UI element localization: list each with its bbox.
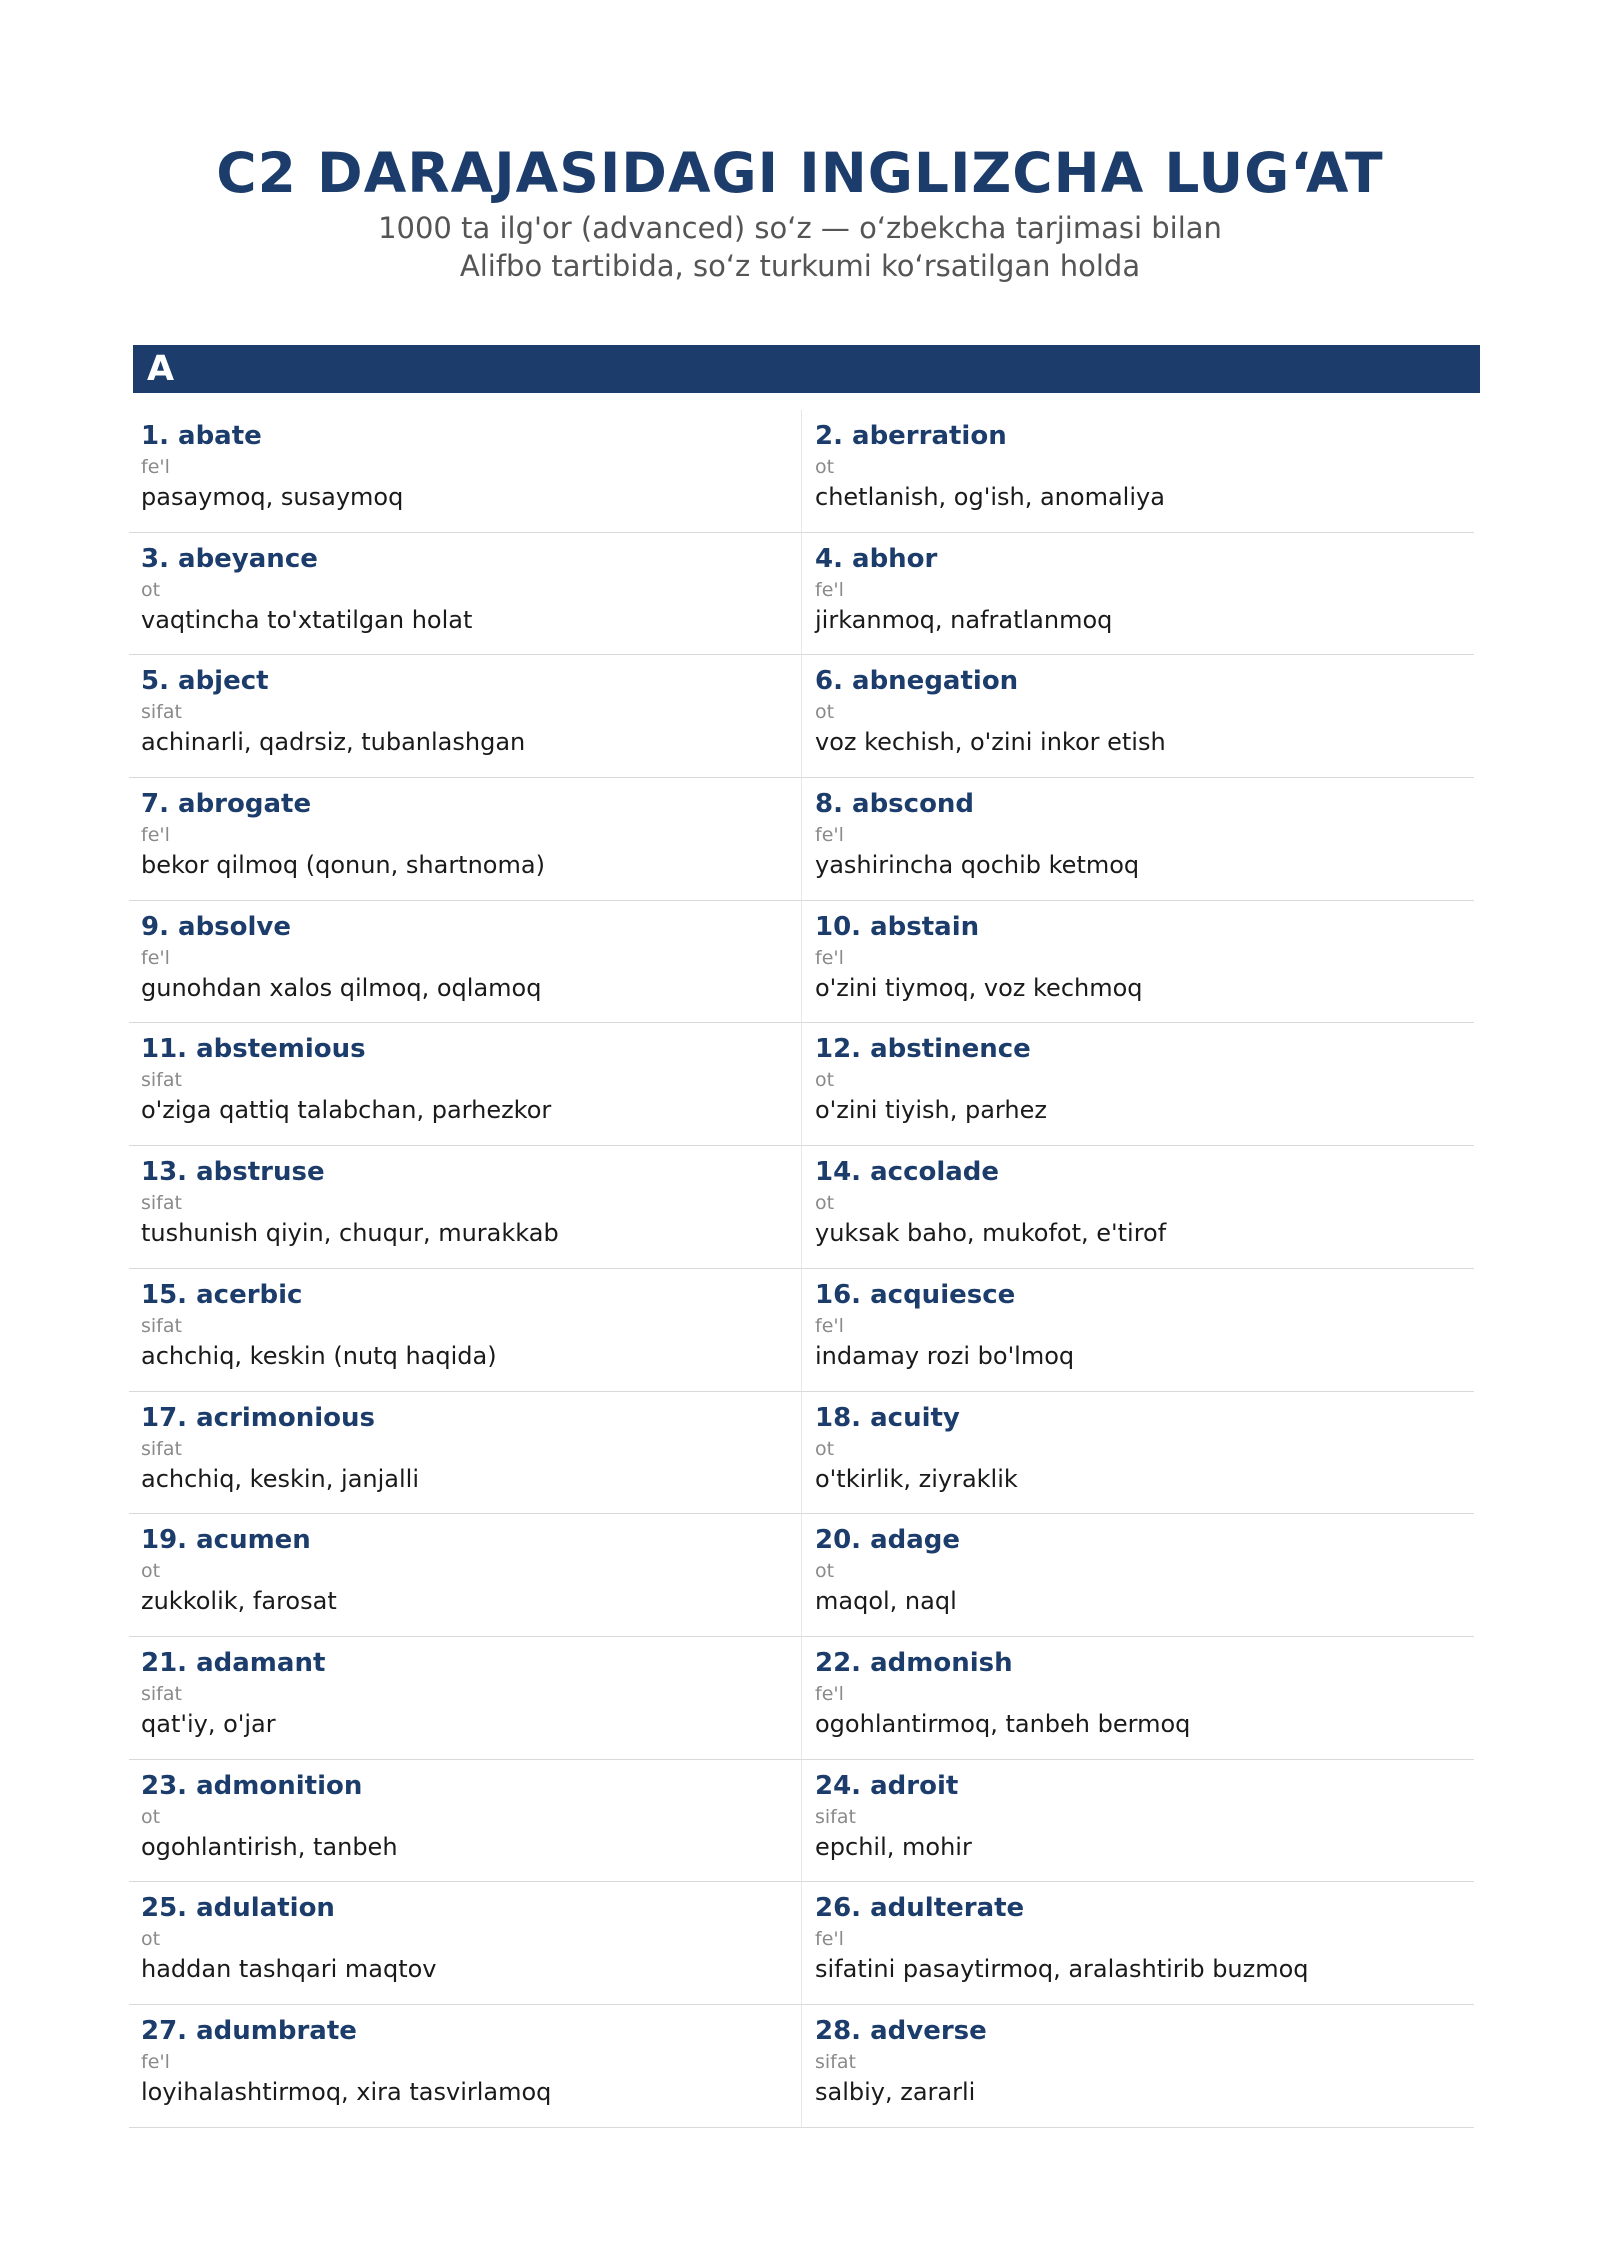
entry-part-of-speech: fe'l xyxy=(141,456,170,478)
page-title: C2 DARAJASIDAGI INGLIZCHA LUG‘AT xyxy=(216,141,1384,205)
entry-translation: ogohlantirish, tanbeh xyxy=(141,1832,398,1861)
entry-part-of-speech: fe'l xyxy=(141,946,170,969)
entry-part-of-speech: ot xyxy=(815,701,835,724)
entry-translation: voz kechish, o'zini inkor etish xyxy=(815,728,1166,757)
entry-term: 13. abstruse xyxy=(141,1157,325,1188)
vocab-entry xyxy=(129,1637,801,1760)
vocab-entry xyxy=(129,533,801,656)
entry-translation: vaqtincha to'xtatilgan holat xyxy=(141,605,473,634)
vocab-entry xyxy=(801,1023,1474,1146)
vocabulary-grid xyxy=(129,410,1474,2128)
entry-part-of-speech: ot xyxy=(815,456,835,478)
vocab-entry xyxy=(801,2005,1474,2128)
vocab-entry xyxy=(801,1514,1474,1637)
entry-term: 8. abscond xyxy=(815,789,975,820)
entry-part-of-speech: sifat xyxy=(815,1805,856,1828)
entry-translation: pasaymoq, susaymoq xyxy=(141,483,404,511)
vocab-entry xyxy=(801,533,1474,656)
entry-part-of-speech: ot xyxy=(815,1560,835,1583)
entry-translation: sifatini pasaytirmoq, aralashtirib buzmoq xyxy=(815,1955,1309,1984)
entry-translation: o'zini tiyish, parhez xyxy=(815,1096,1047,1125)
entry-term: 11. abstemious xyxy=(141,1034,366,1065)
entry-term: 4. abhor xyxy=(815,543,938,574)
entry-part-of-speech: fe'l xyxy=(815,946,844,969)
entry-term: 28. adverse xyxy=(815,2015,987,2046)
vocab-entry xyxy=(801,778,1474,901)
entry-part-of-speech: sifat xyxy=(141,1069,182,1092)
entry-term: 15. acerbic xyxy=(141,1279,303,1310)
vocab-entry xyxy=(801,1882,1474,2005)
entry-translation: maqol, naql xyxy=(815,1587,957,1616)
entry-term: 25. adulation xyxy=(141,1893,335,1924)
entry-translation: epchil, mohir xyxy=(815,1832,972,1861)
entry-term: 7. abrogate xyxy=(141,789,312,820)
entry-term: 21. adamant xyxy=(141,1647,326,1678)
entry-translation: qat'iy, o'jar xyxy=(141,1709,276,1738)
vocab-entry xyxy=(801,410,1474,533)
section-header-letter: A xyxy=(133,345,1480,393)
entry-part-of-speech: ot xyxy=(815,1437,835,1460)
entry-translation: o'zini tiymoq, voz kechmoq xyxy=(815,973,1143,1002)
entry-term: 14. accolade xyxy=(815,1157,1000,1188)
entry-translation: achinarli, qadrsiz, tubanlashgan xyxy=(141,728,526,757)
entry-part-of-speech: fe'l xyxy=(815,1928,844,1951)
entry-translation: o'ziga qattiq talabchan, parhezkor xyxy=(141,1096,552,1125)
entry-term: 6. abnegation xyxy=(815,666,1019,697)
entry-translation: gunohdan xalos qilmoq, oqlamoq xyxy=(141,973,542,1002)
entry-translation: yuksak baho, mukofot, e'tirof xyxy=(815,1219,1167,1248)
entry-translation: achchiq, keskin, janjalli xyxy=(141,1464,419,1493)
entry-term: 22. admonish xyxy=(815,1647,1013,1678)
vocab-entry xyxy=(801,655,1474,778)
entry-part-of-speech: ot xyxy=(815,1069,835,1092)
entry-part-of-speech: fe'l xyxy=(815,1314,844,1337)
entry-translation: ogohlantirmoq, tanbeh bermoq xyxy=(815,1709,1191,1738)
entry-part-of-speech: sifat xyxy=(141,1682,182,1705)
vocab-entry xyxy=(801,1760,1474,1883)
entry-term: 16. acquiesce xyxy=(815,1279,1016,1310)
entry-term: 18. acuity xyxy=(815,1402,960,1433)
entry-part-of-speech: sifat xyxy=(141,1437,182,1460)
entry-term: 3. abeyance xyxy=(141,543,318,574)
entry-part-of-speech: sifat xyxy=(141,1314,182,1337)
entry-part-of-speech: fe'l xyxy=(141,2050,170,2073)
entry-part-of-speech: sifat xyxy=(141,701,182,724)
vocab-entry xyxy=(129,2005,801,2128)
entry-part-of-speech: fe'l xyxy=(141,824,170,847)
vocab-entry xyxy=(801,901,1474,1024)
entry-term: 9. absolve xyxy=(141,911,292,942)
vocab-entry xyxy=(129,1269,801,1392)
entry-part-of-speech: sifat xyxy=(815,2050,856,2073)
entry-translation: haddan tashqari maqtov xyxy=(141,1955,437,1984)
page-subtitle-secondary: Alifbo tartibida, so‘z turkumi ko‘rsatilgan holda xyxy=(459,249,1141,283)
vocab-entry xyxy=(801,1269,1474,1392)
vocab-entry xyxy=(801,1146,1474,1269)
vocab-entry xyxy=(129,1392,801,1515)
entry-part-of-speech: ot xyxy=(141,1928,161,1951)
entry-translation: salbiy, zararli xyxy=(815,2077,976,2106)
entry-part-of-speech: fe'l xyxy=(815,1682,844,1705)
vocab-entry xyxy=(129,655,801,778)
vocab-entry xyxy=(129,1514,801,1637)
entry-translation: chetlanish, og'ish, anomaliya xyxy=(815,483,1165,511)
entry-translation: o'tkirlik, ziyraklik xyxy=(815,1464,1018,1493)
entry-term: 2. aberration xyxy=(815,421,1007,451)
entry-term: 1. abate xyxy=(141,421,262,451)
vocab-entry xyxy=(801,1637,1474,1760)
entry-term: 17. acrimonious xyxy=(141,1402,376,1433)
entry-part-of-speech: fe'l xyxy=(815,578,844,601)
entry-translation: zukkolik, farosat xyxy=(141,1587,337,1616)
entry-part-of-speech: fe'l xyxy=(815,824,844,847)
entry-translation: jirkanmoq, nafratlanmoq xyxy=(815,605,1113,634)
vocab-entry xyxy=(129,410,801,533)
entry-term: 26. adulterate xyxy=(815,1893,1025,1924)
entry-translation: indamay rozi bo'lmoq xyxy=(815,1341,1075,1370)
entry-translation: loyihalashtirmoq, xira tasvirlamoq xyxy=(141,2077,552,2106)
vocab-entry xyxy=(801,1392,1474,1515)
entry-translation: tushunish qiyin, chuqur, murakkab xyxy=(141,1219,559,1248)
entry-term: 23. admonition xyxy=(141,1770,363,1801)
entry-term: 5. abject xyxy=(141,666,269,697)
entry-part-of-speech: sifat xyxy=(141,1192,182,1215)
entry-term: 19. acumen xyxy=(141,1525,311,1556)
vocab-entry xyxy=(129,901,801,1024)
entry-translation: bekor qilmoq (qonun, shartnoma) xyxy=(141,851,545,880)
entry-translation: yashirincha qochib ketmoq xyxy=(815,851,1140,880)
vocab-entry xyxy=(129,778,801,901)
vocab-entry xyxy=(129,1882,801,2005)
entry-term: 24. adroit xyxy=(815,1770,959,1801)
entry-part-of-speech: ot xyxy=(815,1192,835,1215)
entry-translation: achchiq, keskin (nutq haqida) xyxy=(141,1341,497,1370)
entry-term: 12. abstinence xyxy=(815,1034,1031,1065)
vocab-entry xyxy=(129,1760,801,1883)
entry-term: 10. abstain xyxy=(815,911,980,942)
entry-term: 20. adage xyxy=(815,1525,961,1556)
entry-part-of-speech: ot xyxy=(141,1805,161,1828)
entry-part-of-speech: ot xyxy=(141,1560,161,1583)
entry-term: 27. adumbrate xyxy=(141,2015,357,2046)
entry-part-of-speech: ot xyxy=(141,578,161,601)
page-subtitle: 1000 ta ilg'or (advanced) so‘z — o‘zbekcha tarjimasi bilan xyxy=(378,211,1222,245)
vocab-entry xyxy=(129,1023,801,1146)
vocab-entry xyxy=(129,1146,801,1269)
